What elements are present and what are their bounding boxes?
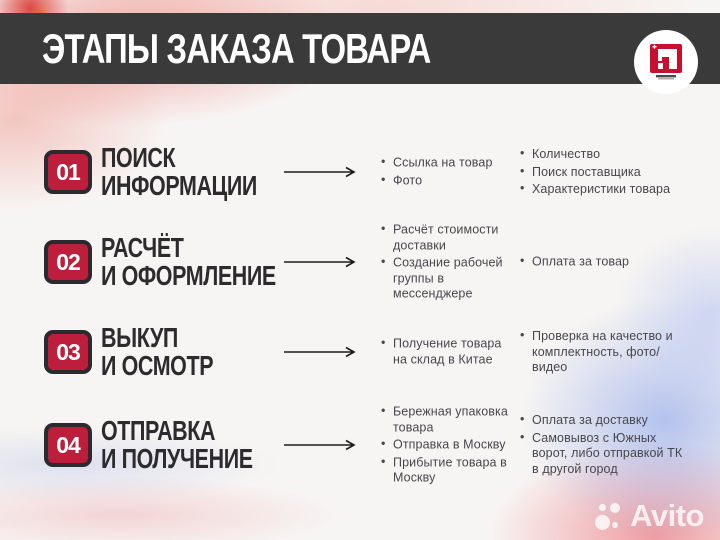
brand-logo [634, 30, 698, 94]
avito-watermark [595, 498, 704, 534]
step-row-1 [0, 127, 720, 217]
header-bar [0, 13, 720, 84]
avito-dots-icon [595, 501, 625, 531]
bullet-item: • Проверка на качество и комплектность, фото/видео [519, 329, 691, 376]
bullet-list [519, 252, 691, 272]
step-number-badge: 04 [44, 423, 92, 467]
brand-logo-icon [648, 43, 684, 81]
bullet-item: • Характеристики товара [519, 182, 691, 198]
bullet-item: • Оплата за доставку [519, 413, 691, 429]
step-number-badge: 02 [44, 240, 92, 284]
step-title: ВЫКУП И ОСМОТР [101, 322, 214, 381]
bullet-item: • Получение товара на склад в Китае [380, 337, 514, 368]
step-number-badge: 01 [44, 150, 92, 194]
bullet-list [519, 145, 691, 200]
bullet-list [380, 220, 514, 304]
bullet-item: • Фото [380, 173, 514, 189]
bullet-item: • Оплата за товар [519, 254, 691, 270]
bullet-item: • Количество [519, 147, 691, 163]
bullet-item: • Отправка в Москву [380, 437, 514, 453]
bullet-list [380, 154, 514, 191]
right-arrow-icon [283, 166, 359, 178]
bullet-list [519, 411, 691, 479]
step-row-4 [0, 400, 720, 490]
step-number-badge: 03 [44, 330, 92, 374]
watermark-text: Avito [630, 498, 704, 533]
right-arrow-icon [283, 439, 359, 451]
bullet-item: • Расчёт стоимости доставки [380, 222, 514, 253]
bullet-item: • Создание рабочей группы в мессенджере [380, 255, 514, 302]
page-title: ЭТАПЫ ЗАКАЗА ТОВАРА [42, 24, 431, 72]
bullet-list [380, 335, 514, 370]
bullet-list [380, 402, 514, 488]
step-title: РАСЧЁТ И ОФОРМЛЕНИЕ [101, 232, 276, 291]
bullet-item: • Самовывоз с Южных ворот, либо отправкой ТК в другой город [519, 431, 691, 478]
right-arrow-icon [283, 346, 359, 358]
step-title: ПОИСК ИНФОРМАЦИИ [101, 142, 257, 201]
step-title: ОТПРАВКА И ПОЛУЧЕНИЕ [101, 415, 253, 474]
right-arrow-icon [283, 256, 359, 268]
step-row-2 [0, 217, 720, 307]
step-row-3 [0, 307, 720, 397]
bullet-list [519, 327, 691, 378]
bullet-item: • Ссылка на товар [380, 156, 514, 172]
bullet-item: • Прибытие товара в Москву [380, 455, 514, 486]
bullet-item: • Поиск поставщика [519, 164, 691, 180]
bullet-item: • Бережная упаковка товара [380, 404, 514, 435]
